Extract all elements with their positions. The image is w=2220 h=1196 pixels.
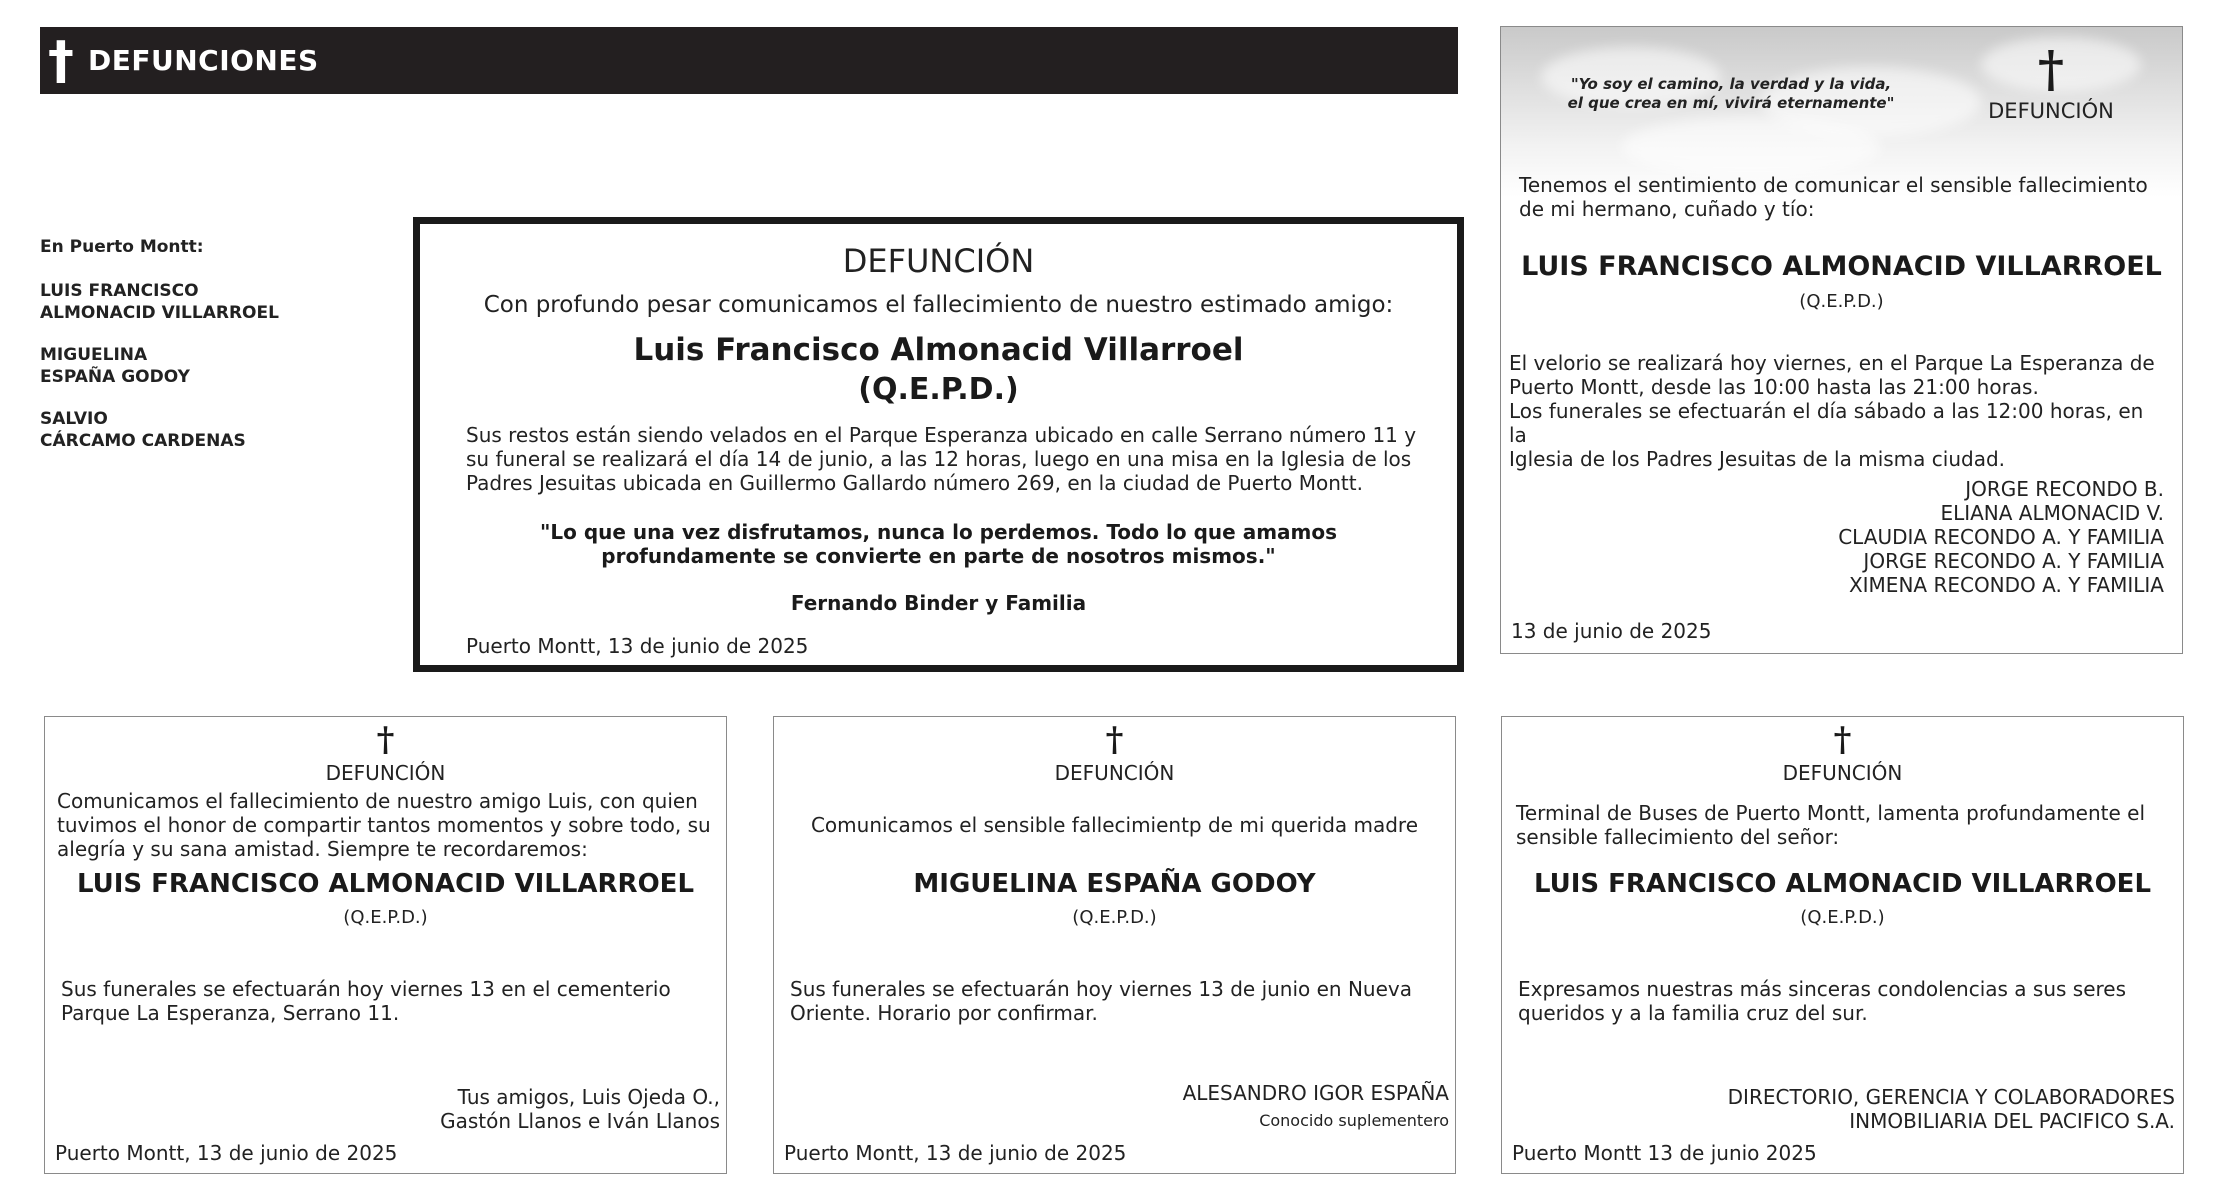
notice-signature: DIRECTORIO, GERENCIA Y COLABORADORES INMOBILIARIA DEL PACIFICO S.A.	[1727, 1085, 2175, 1133]
index-city: En Puerto Montt:	[40, 237, 204, 257]
qepd-label: (Q.E.P.D.)	[1072, 907, 1157, 928]
deceased-name: LUIS FRANCISCO ALMONACID VILLARROEL	[76, 869, 695, 899]
notice-heading: DEFUNCIÓN	[1782, 761, 1903, 785]
notice-body: El velorio se realizará hoy viernes, en el Parque La Esperanza de Puerto Montt, desde las 10:00 hasta las 21:00 horas. Los funerales se efectuarán el día sábado a las 12:00 horas, en la Iglesia de los Padres Jesuitas de la misma ciudad.	[1509, 351, 2155, 471]
notice-signature-sub: Conocido suplementero	[1259, 1111, 1449, 1130]
notice-heading: DEFUNCIÓN	[1988, 99, 2114, 123]
notice-date: Puerto Montt 13 de junio 2025	[1512, 1141, 1817, 1165]
notice-intro: Tenemos el sentimiento de comunicar el sensible fallecimiento de mi hermano, cuñado y tío:	[1519, 173, 2148, 221]
notice-intro: Terminal de Buses de Puerto Montt, lamenta profundamente el sensible fallecimiento del señor:	[1516, 801, 2146, 849]
obituary-notice-top-right	[1500, 26, 2183, 654]
deceased-name: LUIS FRANCISCO ALMONACID VILLARROEL	[1533, 869, 2152, 899]
notice-intro: Con profundo pesar comunicamos el fallecimiento de nuestro estimado amigo:	[483, 292, 1394, 318]
index-person: SALVIO CÁRCAMO CARDENAS	[40, 409, 246, 451]
notice-date: Puerto Montt, 13 de junio de 2025	[784, 1141, 1127, 1165]
scripture-verse: "Yo soy el camino, la verdad y la vida, el que crea en mí, vivirá eternamente"	[1567, 75, 1895, 112]
notice-date: Puerto Montt, 13 de junio de 2025	[466, 634, 809, 658]
notice-body: Sus funerales se efectuarán hoy viernes 13 en el cementerio Parque La Esperanza, Serrano 11.	[61, 977, 671, 1025]
notice-intro: Comunicamos el sensible fallecimientp de mi querida madre	[810, 813, 1419, 837]
section-header	[40, 27, 1458, 94]
featured-obituary	[413, 217, 1464, 672]
notice-date: 13 de junio de 2025	[1511, 619, 1712, 643]
deceased-name: LUIS FRANCISCO ALMONACID VILLARROEL	[1521, 251, 2162, 282]
cross-icon: †	[376, 720, 395, 760]
deceased-name: Luis Francisco Almonacid Villarroel	[633, 332, 1244, 368]
cross-icon: †	[2037, 39, 2065, 98]
qepd-label: (Q.E.P.D.)	[1799, 291, 1884, 312]
cross-icon: †	[48, 30, 74, 91]
notice-heading: DEFUNCIÓN	[325, 761, 446, 785]
section-title: DEFUNCIONES	[88, 44, 319, 77]
index-person: MIGUELINA ESPAÑA GODOY	[40, 345, 190, 387]
qepd-label: (Q.E.P.D.)	[858, 372, 1019, 407]
notice-body: Sus funerales se efectuarán hoy viernes 13 de junio en Nueva Oriente. Horario por confirmar.	[790, 977, 1413, 1025]
notice-heading: DEFUNCIÓN	[842, 242, 1035, 280]
notice-body: Sus restos están siendo velados en el Parque Esperanza ubicado en calle Serrano número 11 y su funeral se realizará el día 14 de junio, a las 12 horas, luego en una misa en la Iglesia de los Padres Jesuitas ubicada en Guillermo Gallardo número 269, en la ciudad de Puerto Montt.	[466, 423, 1417, 495]
deceased-name: MIGUELINA ESPAÑA GODOY	[913, 869, 1316, 899]
obituary-index	[40, 236, 380, 472]
notice-intro: Comunicamos el fallecimiento de nuestro amigo Luis, con quien tuvimos el honor de compartir tantos momentos y sobre todo, su alegría y su sana amistad. Siempre te recordaremos:	[57, 789, 711, 861]
index-person: LUIS FRANCISCO ALMONACID VILLARROEL	[40, 281, 279, 323]
notice-signature: Tus amigos, Luis Ojeda O., Gastón Llanos e Iván Llanos	[440, 1085, 720, 1133]
notice-signature: ALESANDRO IGOR ESPAÑA	[1182, 1081, 1449, 1105]
obituary-notice-bottom-right	[1501, 716, 2184, 1174]
obituary-notice-bottom-left	[44, 716, 727, 1174]
cross-icon: †	[1833, 720, 1852, 760]
qepd-label: (Q.E.P.D.)	[343, 907, 428, 928]
obituary-notice-bottom-middle	[773, 716, 1456, 1174]
cross-icon: †	[1105, 720, 1124, 760]
notice-quote: "Lo que una vez disfrutamos, nunca lo perdemos. Todo lo que amamos profundamente se convierte en parte de nosotros mismos."	[539, 520, 1338, 568]
notice-heading: DEFUNCIÓN	[1054, 761, 1175, 785]
notice-date: Puerto Montt, 13 de junio de 2025	[55, 1141, 398, 1165]
qepd-label: (Q.E.P.D.)	[1800, 907, 1885, 928]
signers-list: JORGE RECONDO B. ELIANA ALMONACID V. CLAUDIA RECONDO A. Y FAMILIA JORGE RECONDO A. Y FAMILIA XIMENA RECONDO A. Y FAMILIA	[1838, 477, 2164, 597]
notice-body: Expresamos nuestras más sinceras condolencias a sus seres queridos y a la familia cruz del sur.	[1518, 977, 2127, 1025]
notice-signature: Fernando Binder y Familia	[790, 591, 1087, 615]
